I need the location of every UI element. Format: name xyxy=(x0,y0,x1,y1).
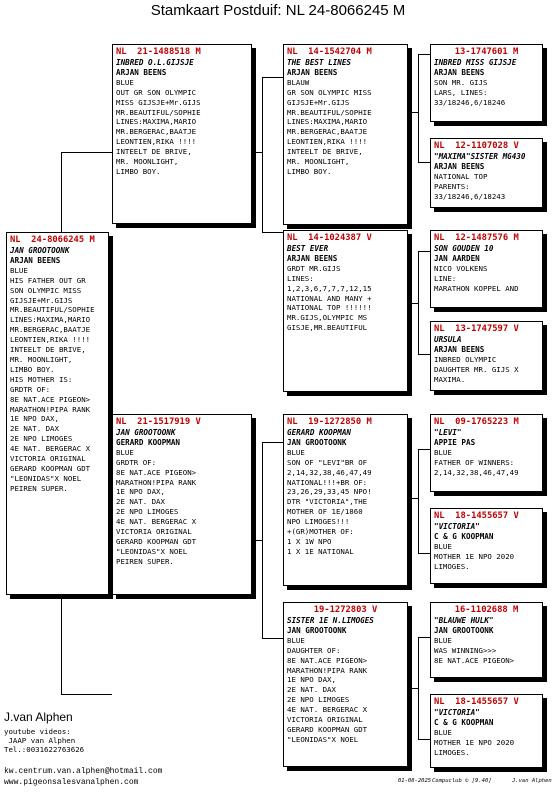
info-line: LIMBO BOY. xyxy=(10,364,55,374)
info-line: 4E NAT. BERGERAC X xyxy=(287,705,368,715)
info-line: 1E NPO DAX, xyxy=(287,675,336,685)
info-line: 2,14,32,38,46,47,49 xyxy=(287,467,372,477)
connector xyxy=(418,162,430,163)
pigeon-name: "BLAUWE HULK" xyxy=(434,616,494,625)
info-line: 33/18246,6/18246 xyxy=(434,97,506,107)
pigeon-name: SON GOUDEN 10 xyxy=(434,244,494,253)
youtube-channel: JAAP van Alphen xyxy=(4,736,76,745)
info-line: 4E NAT. BERGERAC X xyxy=(10,444,91,454)
website-link[interactable]: www.pigeonsalesvanalphen.com xyxy=(4,778,139,787)
pigeon-name: "VICTORIA" xyxy=(434,708,480,717)
ring-number: NL 12-1107028 V xyxy=(434,141,519,151)
info-line: LIMOGES. xyxy=(434,561,470,571)
info-line: MR.GIJS,OLYMPIC MS xyxy=(287,313,368,323)
info-line: LEONTIEN,RIKA !!!! xyxy=(287,137,368,147)
connector xyxy=(252,152,262,153)
ring-number: 13-1747601 M xyxy=(454,47,519,57)
info-line: 1E NPO DAX, xyxy=(10,414,59,424)
info-line: HIS MOTHER IS: xyxy=(10,374,73,384)
connector xyxy=(418,449,430,450)
breeder: APPIE PAS xyxy=(434,437,476,447)
info-line: SON OF "LEVI"BR OF xyxy=(287,457,368,467)
info-line: NICO VOLKENS xyxy=(434,263,488,273)
connector xyxy=(262,232,283,233)
pigeon-card-mother[interactable] xyxy=(112,414,252,595)
pigeon-name: INBRED O.L.GIJSJE xyxy=(116,58,194,67)
info-line: OUT GR SON OLYMPIC xyxy=(116,87,197,97)
info-line: GRDT MR.GIJS xyxy=(287,263,341,273)
pigeon-name: "VICTORIA" xyxy=(434,522,480,531)
info-line: INTEELT DE BRIVE, xyxy=(287,147,363,157)
info-line: MOTHER OF 1E/1860 xyxy=(287,507,363,517)
info-line: MARATHON!PIPA RANK xyxy=(287,665,368,675)
info-line: DAUGHTER OF: xyxy=(287,645,341,655)
info-line: GRDTR OF: xyxy=(10,384,51,394)
info-line: BLUE xyxy=(434,727,452,737)
pigeon-name: JAN GROOTOONK xyxy=(116,428,176,437)
pigeon-card-mmf[interactable] xyxy=(430,602,543,678)
info-line: 2E NAT. DAX xyxy=(287,685,336,695)
ring-number: NL 24-8066245 M xyxy=(10,235,95,245)
info-line: 2E NPO LIMOGES xyxy=(287,695,350,705)
breeder: JAN AARDEN xyxy=(434,253,480,263)
info-line: 33/18246,6/18243 xyxy=(434,191,506,201)
pigeon-card-father[interactable] xyxy=(112,44,252,224)
ring-number: NL 18-1455657 V xyxy=(434,511,519,521)
info-line: 1E NPO DAX, xyxy=(116,487,165,497)
info-line: 1 X 1E NATIONAL xyxy=(287,546,354,556)
connector xyxy=(252,540,262,541)
info-line: MOTHER 1E NPO 2020 xyxy=(434,737,515,747)
connector xyxy=(408,498,418,499)
info-line: NATIONAL AND MANY + xyxy=(287,293,372,303)
info-line: GISJE,MR.BEAUTIFUL xyxy=(287,323,368,333)
info-line: BLUE xyxy=(116,447,134,457)
connector xyxy=(418,739,430,740)
info-line: BLUE xyxy=(116,77,134,87)
info-line: HIS FATHER OUT GR xyxy=(10,275,86,285)
info-line: LINES:MAXIMA,MARIO xyxy=(116,117,197,127)
info-line: 2E NPO LIMOGES xyxy=(116,507,179,517)
connector xyxy=(262,77,283,78)
info-line: NPO LIMOGES!!! xyxy=(287,517,350,527)
info-line: VICTORIA ORIGINAL xyxy=(287,715,363,725)
connector xyxy=(262,442,263,638)
connector xyxy=(408,112,418,113)
info-line: GIJSJE+Mr.GIJS xyxy=(287,97,350,107)
ring-number: 19-1272803 V xyxy=(313,605,378,615)
pigeon-name: INBRED MISS GIJSJE xyxy=(434,58,517,67)
page-title: Stamkaart Postduif: NL 24-8066245 M xyxy=(150,2,406,19)
breeder: ARJAN BEENS xyxy=(116,67,167,77)
info-line: INBRED OLYMPIC xyxy=(434,354,497,364)
ring-number: NL 18-1455657 V xyxy=(434,697,519,707)
pigeon-card-fmf[interactable] xyxy=(430,230,543,308)
info-line: 2E NAT. DAX xyxy=(116,497,165,507)
pigeon-card-ffm[interactable] xyxy=(430,138,543,208)
info-line: 8E NAT.ACE PIGEON> xyxy=(116,467,197,477)
info-line: VICTORIA ORIGINAL xyxy=(116,527,192,537)
info-line: BLUE xyxy=(10,265,28,275)
info-line: PEIREN SUPER. xyxy=(116,556,174,566)
info-line: LIMBO BOY. xyxy=(287,166,332,176)
info-line: +(GR)MOTHER OF: xyxy=(287,527,354,537)
info-line: LIMBO BOY. xyxy=(116,166,161,176)
youtube-label: youtube videos: xyxy=(4,727,71,736)
connector xyxy=(418,553,430,554)
info-line: MARATHON KOPPEL AND xyxy=(434,283,519,293)
breeder: JAN GROOTOONK xyxy=(287,437,347,447)
info-line: GERARD KOOPMAN GDT xyxy=(10,463,91,473)
ring-number: NL 21-1517919 V xyxy=(116,417,201,427)
info-line: LINE: xyxy=(434,273,457,283)
info-line: LIMOGES. xyxy=(434,747,470,757)
info-line: MR. MOONLIGHT, xyxy=(287,157,350,167)
breeder: ARJAN BEENS xyxy=(434,161,485,171)
pigeon-card-fmm[interactable] xyxy=(430,321,543,391)
info-line: BLUE xyxy=(434,635,452,645)
pigeon-card-fm[interactable] xyxy=(283,230,408,392)
info-line: GIJSJE+Mr.GIJS xyxy=(10,295,73,305)
info-line: BLUE xyxy=(434,447,452,457)
info-line: 2E NPO LIMOGES xyxy=(10,434,73,444)
info-line: INTEELT DE BRIVE, xyxy=(116,147,192,157)
pigeon-card-mf[interactable] xyxy=(283,414,408,586)
info-line: DTR "VICTORIA",THE xyxy=(287,497,368,507)
info-line: GR SON OLYMPIC MISS xyxy=(287,87,372,97)
info-line: INTEELT DE BRIVE, xyxy=(10,345,86,355)
connector xyxy=(61,152,112,153)
breeder: ARJAN BEENS xyxy=(10,255,61,265)
info-line: LEONTIEN,RIKA !!!! xyxy=(10,335,91,345)
pigeon-card-root[interactable] xyxy=(6,232,109,595)
info-line: GERARD KOOPMAN GDT xyxy=(287,724,368,734)
info-line: LEONTIEN,RIKA !!!! xyxy=(116,137,197,147)
info-line: FATHER OF WINNERS: xyxy=(434,457,515,467)
info-line: LINES:MAXIMA,MARIO xyxy=(10,315,91,325)
info-line: MR. MOONLIGHT, xyxy=(116,157,179,167)
connector xyxy=(61,595,62,694)
connector xyxy=(418,54,430,55)
info-line: 23,26,29,33,45 NPO! xyxy=(287,487,372,497)
ring-number: NL 12-1487576 M xyxy=(434,233,519,243)
info-line: PEIREN SUPER. xyxy=(10,483,68,493)
info-line: BLAUW xyxy=(287,77,310,87)
breeder: C & G KOOPMAN xyxy=(434,531,494,541)
info-line: MISS GIJSJE+Mr.GIJS xyxy=(116,97,201,107)
info-line: MAXIMA. xyxy=(434,374,466,384)
ring-number: NL 21-1488518 M xyxy=(116,47,201,57)
owner-name: J.van Alphen xyxy=(4,710,73,724)
connector xyxy=(418,54,419,162)
info-line: 1,2,3,6,7,7,7,12,15 xyxy=(287,283,372,293)
connector xyxy=(61,694,112,695)
connector xyxy=(61,152,62,236)
breeder: ARJAN BEENS xyxy=(287,67,338,77)
ring-number: NL 09-1765223 M xyxy=(434,417,519,427)
connector xyxy=(408,688,418,689)
info-line: NATIONAL TOP xyxy=(434,171,488,181)
info-line: 2E NAT. DAX xyxy=(10,424,59,434)
info-line: NATIONAL!!!+BR OF: xyxy=(287,477,368,487)
info-line: 2,14,32,38,46,47,49 xyxy=(434,467,519,477)
info-line: DAUGHTER MR. GIJS X xyxy=(434,364,519,374)
info-line: NATIONAL TOP !!!!!! xyxy=(287,303,372,313)
info-line: MR. MOONLIGHT, xyxy=(10,354,73,364)
info-line: MARATHON!PIPA RANK xyxy=(10,404,91,414)
pigeon-card-ff[interactable] xyxy=(283,44,408,225)
connector xyxy=(262,77,263,232)
info-line: 8E NAT.ACE PIGEON> xyxy=(287,655,368,665)
pigeon-name: URSULA xyxy=(434,335,462,344)
info-line: GRDTR OF: xyxy=(116,457,157,467)
info-line: WAS WINNING>>> xyxy=(434,645,497,655)
info-line: 4E NAT. BERGERAC X xyxy=(116,517,197,527)
connector xyxy=(262,638,283,639)
software-credit: Compuclub © [9.40] xyxy=(432,778,492,784)
breeder: JAN GROOTOONK xyxy=(287,625,347,635)
connector xyxy=(418,251,430,252)
info-line: GERARD KOOPMAN GDT xyxy=(116,536,197,546)
info-line: MR.BEAUTIFUL/SOPHIE xyxy=(287,107,372,117)
breeder: ARJAN BEENS xyxy=(434,67,485,77)
info-line: BLUE xyxy=(434,541,452,551)
info-line: LARS, LINES: xyxy=(434,87,488,97)
info-line: 1 X 1W NPO xyxy=(287,536,332,546)
info-line: "LEONIDAS"X NOEL xyxy=(287,734,359,744)
pigeon-card-mm[interactable] xyxy=(283,602,408,767)
pigeon-name: THE BEST LINES xyxy=(287,58,352,67)
ring-number: NL 14-1024387 V xyxy=(287,233,372,243)
breeder: GERARD KOOPMAN xyxy=(116,437,181,447)
email-link[interactable]: kw.centrum.van.alphen@hotmail.com xyxy=(4,767,163,776)
info-line: PARENTS: xyxy=(434,181,470,191)
info-line: MARATHON!PIPA RANK xyxy=(116,477,197,487)
pigeon-name: JAN GROOTOONK xyxy=(10,246,70,255)
breeder: ARJAN BEENS xyxy=(434,344,485,354)
info-line: MR.BERGERAC,BAATJE xyxy=(287,127,368,137)
ring-number: NL 14-1542704 M xyxy=(287,47,372,57)
info-line: SON MR. GIJS xyxy=(434,77,488,87)
ring-number: NL 19-1272850 M xyxy=(287,417,372,427)
ring-number: NL 13-1747597 V xyxy=(434,324,519,334)
pigeon-name: GERARD KOOPMAN xyxy=(287,428,352,437)
info-line: SON OLYMPIC MISS xyxy=(10,285,82,295)
info-line: "LEONIDAS"X NOEL xyxy=(116,546,188,556)
info-line: BLUE xyxy=(287,447,305,457)
info-line: MR.BEAUTIFUL/SOPHIE xyxy=(116,107,201,117)
breeder: ARJAN BEENS xyxy=(287,253,338,263)
pigeon-name: "LEVI" xyxy=(434,428,462,437)
info-line: MR.BEAUTIFUL/SOPHIE xyxy=(10,305,95,315)
pigeon-name: SISTER 1E N.LIMOGES xyxy=(287,616,374,625)
connector xyxy=(418,251,419,354)
info-line: VICTORIA ORIGINAL xyxy=(10,454,86,464)
connector xyxy=(418,354,430,355)
footer-author: J.van Alphen xyxy=(512,778,552,784)
info-line: 8E NAT.ACE PIGEON> xyxy=(434,655,515,665)
ring-number: 16-1102688 M xyxy=(454,605,519,615)
pigeon-card-mfm[interactable] xyxy=(430,508,543,584)
info-line: LINES: xyxy=(287,273,314,283)
pigeon-card-mmm[interactable] xyxy=(430,694,543,768)
pigeon-card-fff[interactable] xyxy=(430,44,543,122)
connector xyxy=(262,442,283,443)
pigeon-name: BEST EVER xyxy=(287,244,329,253)
info-line: MR.BERGERAC,BAATJE xyxy=(10,325,91,335)
info-line: 8E NAT.ACE PIGEON> xyxy=(10,394,91,404)
info-line: BLUE xyxy=(287,635,305,645)
info-line: MR.BERGERAC,BAATJE xyxy=(116,127,197,137)
breeder: C & G KOOPMAN xyxy=(434,717,494,727)
info-line: "LEONIDAS"X NOEL xyxy=(10,473,82,483)
pigeon-card-mff[interactable] xyxy=(430,414,543,492)
phone-number: Tel.:0031622763626 xyxy=(4,745,85,754)
info-line: LINES:MAXIMA,MARIO xyxy=(287,117,368,127)
connector xyxy=(418,637,430,638)
info-line: MOTHER 1E NPO 2020 xyxy=(434,551,515,561)
connector xyxy=(408,303,418,304)
connector xyxy=(418,449,419,553)
connector xyxy=(418,637,419,739)
pigeon-name: "MAXIMA"SISTER MG430 xyxy=(434,152,526,161)
print-date: 01-08-2025 xyxy=(398,778,432,784)
breeder: JAN GROOTOONK xyxy=(434,625,494,635)
